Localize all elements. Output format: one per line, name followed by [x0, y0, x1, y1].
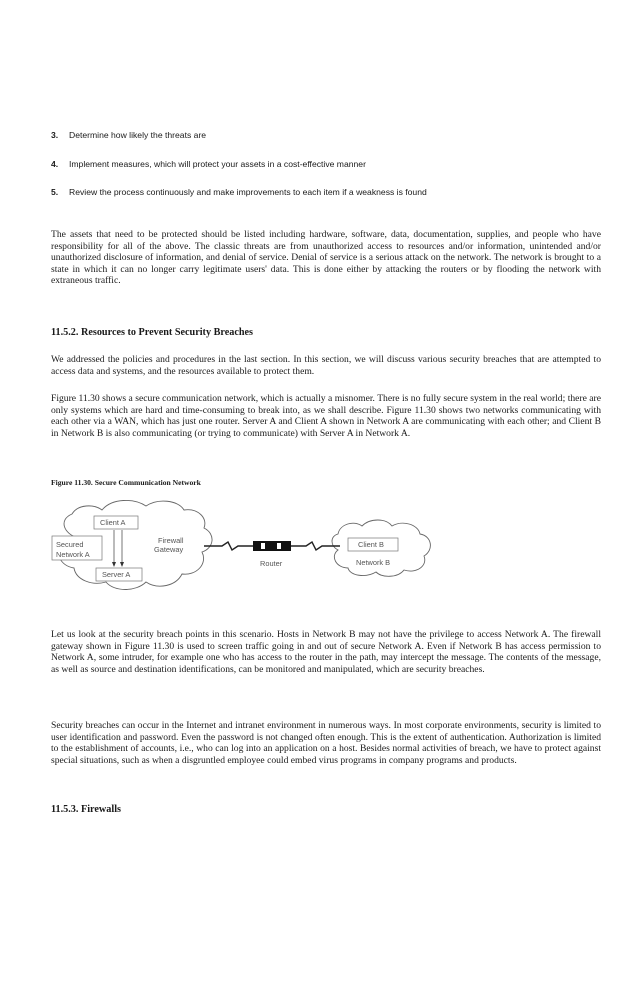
client-b-label: Client B [358, 540, 384, 549]
router-label: Router [260, 559, 283, 568]
list-item-text: Review the process continuously and make improvements to each item if a weakness is found [69, 187, 427, 197]
list-item-text: Implement measures, which will protect your assets in a cost-effective manner [69, 158, 366, 169]
network-b-label: Network B [356, 558, 391, 567]
secure-network-diagram [48, 494, 448, 604]
paragraph-assets: The assets that need to be protected should be listed including hardware, software, data, documentation, supplies, and people who have responsibility for all of the above. The classic threats are from unauthorized access to resources and/or information, unintended and/or unauthorized disclosure of information, and denial of service. Denial of service is a serious attack on the network. The network is brought to a state in which it can no longer carry legitimate users' data. This is done either by attacking the routers or by flooding the network with extraneous traffic. [51, 229, 601, 287]
paragraph-breaches-occur: Security breaches can occur in the Internet and intranet environment in numerous ways. In most corporate environments, security is limited to user identification and password. Even the password is not changed often enough. This is the extent of authentication. Authorization is limited to the establishment of accounts, i.e., who can log into an application on a host. Besides normal activities of breach, we have to protect against special situations, such as when a disgruntled employee could embed virus programs in company programs and products. [51, 720, 601, 766]
paragraph-figure-intro: Figure 11.30 shows a secure communication network, which is actually a misnomer. There is no fully secure system in the real world; there are only systems which are hard and time-consuming to break into, as we shall describe. Figure 11.30 shows two networks communicating with each other via a WAN, which has just one router. Server A and Client A shown in Network A are communicating with each other; and Client B in Network B is also communicating (or trying to communicate) with Server A in Network A. [51, 393, 601, 439]
list-item-number: 5. [51, 187, 59, 197]
server-a-label: Server A [102, 570, 131, 579]
router-port [277, 543, 281, 549]
gateway-label: Gateway [154, 545, 184, 554]
list-item [51, 157, 591, 171]
figure-caption: Figure 11.30. Secure Communication Network [51, 478, 201, 487]
list-item [51, 128, 591, 142]
section-heading-firewalls: 11.5.3. Firewalls [51, 804, 121, 815]
list-item-text: Determine how likely the threats are [69, 130, 207, 140]
list-item [51, 185, 591, 199]
numbered-list [51, 128, 591, 214]
paragraph-addressed: We addressed the policies and procedures in the last section. In this section, we will discuss various security breaches that are attempted to access data and systems, and the resources available to protect them. [51, 354, 601, 377]
router-port [261, 543, 265, 549]
paragraph-breach-points: Let us look at the security breach points in this scenario. Hosts in Network B may not have the privilege to access Network A. The firewall gateway shown in Figure 11.30 is used to screen traffic going in and out of secure Network A. Even if Network B has access permission to Network A, some intruder, for example one who has access to the router in the path, may intercept the message. The contents of the message, as well as source and destination identifications, can be monitored and manipulated, which are security breaches. [51, 629, 601, 675]
router-box [253, 541, 291, 551]
section-heading-resources: 11.5.2. Resources to Prevent Security Breaches [51, 327, 254, 338]
secured-label: Secured [56, 540, 84, 549]
list-item-number: 4. [51, 158, 59, 169]
list-item-number: 3. [51, 130, 59, 140]
network-a-label: Network A [56, 550, 90, 559]
client-a-label: Client A [100, 518, 126, 527]
firewall-label: Firewall [158, 536, 184, 545]
